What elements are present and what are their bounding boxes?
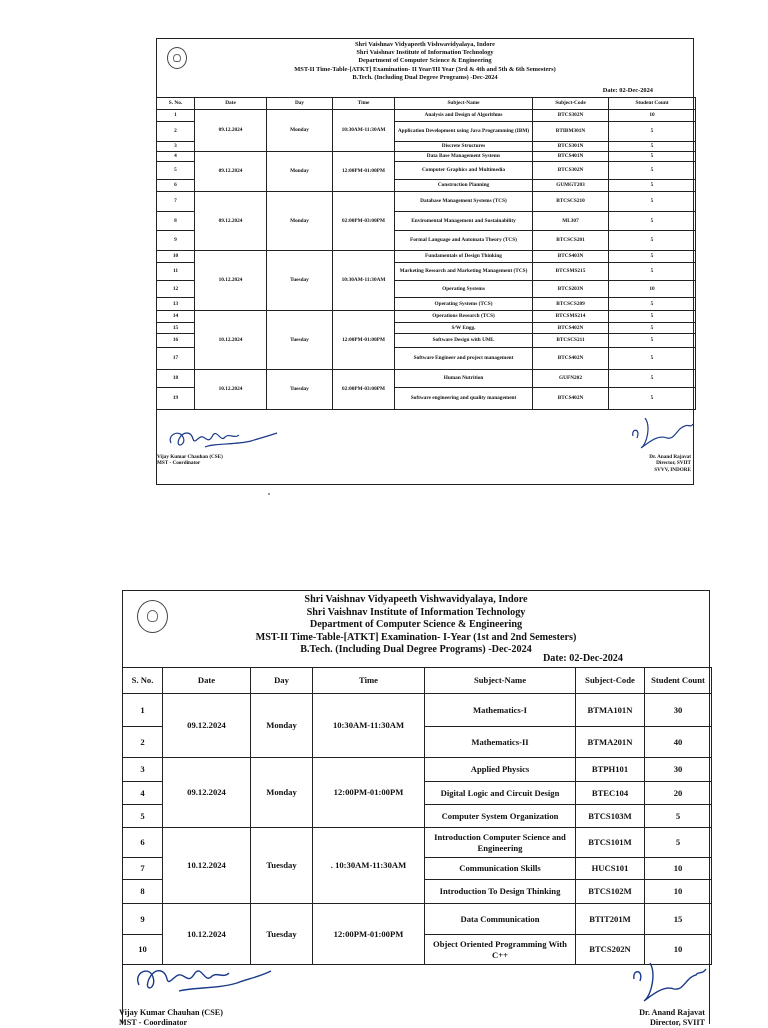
serial-number: 18 bbox=[157, 370, 195, 388]
director-title: Director, SVIIT bbox=[649, 1018, 705, 1027]
header-line: MST-II Time-Table-[ATKT] Examination- II Year/III Year (3rd & 4th and 5th & 6th Semesters) bbox=[294, 65, 556, 73]
director-signature-block bbox=[649, 454, 691, 473]
column-header: Subject-Name bbox=[395, 98, 533, 110]
column-header: Student Count bbox=[645, 668, 712, 694]
student-count: 5 bbox=[609, 298, 696, 311]
exam-time: . 10:30AM-11:30AM bbox=[313, 828, 425, 904]
student-count: 5 bbox=[609, 231, 696, 251]
coordinator-signature-icon bbox=[165, 425, 285, 455]
subject-code: BTCS101M bbox=[576, 828, 645, 858]
serial-number: 15 bbox=[157, 323, 195, 334]
header-line: Shri Vaishnav Institute of Information Technology bbox=[356, 49, 494, 57]
column-header: S. No. bbox=[123, 668, 163, 694]
exam-time: 12:00PM-01:00PM bbox=[313, 904, 425, 965]
column-header: Student Count bbox=[609, 98, 696, 110]
subject-name: Analysis and Design of Algorithms bbox=[395, 110, 533, 122]
serial-number: 7 bbox=[157, 192, 195, 212]
director-institution: SVVV, INDORE bbox=[654, 466, 691, 473]
exam-time: 02:00PM-03:00PM bbox=[333, 192, 395, 251]
exam-day: Monday bbox=[267, 152, 333, 192]
subject-name: Marketing Research and Marketing Management (TCS) bbox=[395, 263, 533, 281]
subject-name: Operating Systems (TCS) bbox=[395, 298, 533, 311]
exam-day: Tuesday bbox=[251, 828, 313, 904]
serial-number: 11 bbox=[157, 263, 195, 281]
student-count: 10 bbox=[609, 281, 696, 298]
serial-number: 19 bbox=[157, 388, 195, 410]
subject-name: Data Communication bbox=[425, 904, 576, 935]
sheet-header bbox=[157, 41, 693, 82]
student-count: 10 bbox=[645, 880, 712, 904]
director-title: Director, SVIIT bbox=[656, 460, 691, 467]
serial-number: 5 bbox=[123, 805, 163, 828]
coordinator-name: Vijay Kumar Chauhan (CSE) bbox=[157, 454, 223, 460]
serial-number: 3 bbox=[123, 758, 163, 782]
student-count: 5 bbox=[609, 311, 696, 323]
table-row bbox=[157, 370, 696, 388]
exam-day: Tuesday bbox=[267, 251, 333, 311]
director-name: Dr. Anand Rajavat bbox=[649, 454, 691, 460]
table-row bbox=[123, 828, 712, 858]
column-header: Day bbox=[267, 98, 333, 110]
coordinator-signature-block bbox=[157, 454, 223, 467]
coordinator-signature-block bbox=[119, 1008, 223, 1028]
column-header: Date bbox=[195, 98, 267, 110]
column-header: Subject-Code bbox=[576, 668, 645, 694]
serial-number: 1 bbox=[157, 110, 195, 122]
student-count: 5 bbox=[609, 192, 696, 212]
exam-day: Monday bbox=[267, 110, 333, 152]
subject-code: BTCS103M bbox=[576, 805, 645, 828]
header-line: B.Tech. (Including Dual Degree Programs) -Dec-2024 bbox=[300, 644, 532, 656]
student-count: 5 bbox=[609, 388, 696, 410]
subject-name: Human Nutrition bbox=[395, 370, 533, 388]
column-header: S. No. bbox=[157, 98, 195, 110]
subject-code: BTCS403N bbox=[533, 251, 609, 263]
subject-name: Digital Logic and Circuit Design bbox=[425, 782, 576, 805]
subject-code: BTCSMS215 bbox=[533, 263, 609, 281]
student-count: 5 bbox=[609, 142, 696, 152]
student-count: 5 bbox=[609, 162, 696, 180]
header-line: Department of Computer Science & Engineering bbox=[309, 619, 523, 631]
exam-date: 10.12.2024 bbox=[195, 370, 267, 410]
exam-time: 12:00PM-01:00PM bbox=[313, 758, 425, 828]
subject-name: Introduction To Design Thinking bbox=[425, 880, 576, 904]
subject-code: GUFN202 bbox=[533, 370, 609, 388]
timetable-body bbox=[157, 110, 696, 410]
table-row bbox=[157, 152, 696, 162]
column-header: Subject-Code bbox=[533, 98, 609, 110]
exam-time: 12:00PM-01:00PM bbox=[333, 311, 395, 370]
subject-code: BTCSCS211 bbox=[533, 334, 609, 348]
subject-code: BTMA201N bbox=[576, 727, 645, 758]
exam-day: Monday bbox=[267, 192, 333, 251]
subject-name: Data Base Management Systems bbox=[395, 152, 533, 162]
exam-date: 10.12.2024 bbox=[195, 251, 267, 311]
sheet-header bbox=[123, 594, 709, 657]
header-line: Department of Computer Science & Engineering bbox=[358, 57, 492, 65]
serial-number: 3 bbox=[157, 142, 195, 152]
student-count: 10 bbox=[645, 858, 712, 880]
timetable-table bbox=[156, 97, 696, 410]
subject-name: Applied Physics bbox=[425, 758, 576, 782]
serial-number: 7 bbox=[123, 858, 163, 880]
subject-name: Communication Skills bbox=[425, 858, 576, 880]
exam-date: 09.12.2024 bbox=[195, 152, 267, 192]
header-line: Shri Vaishnav Vidyapeeth Vishwavidyalaya, Indore bbox=[304, 594, 528, 605]
exam-date: 09.12.2024 bbox=[163, 694, 251, 758]
subject-code: BTCS401N bbox=[533, 152, 609, 162]
subject-code: BTCS203N bbox=[533, 281, 609, 298]
serial-number: 12 bbox=[157, 281, 195, 298]
serial-number: 10 bbox=[157, 251, 195, 263]
scan-speck bbox=[268, 493, 270, 495]
subject-code: BTIBM301N bbox=[533, 122, 609, 142]
student-count: 40 bbox=[645, 727, 712, 758]
student-count: 15 bbox=[645, 904, 712, 935]
serial-number: 8 bbox=[157, 212, 195, 231]
serial-number: 6 bbox=[157, 180, 195, 192]
subject-code: BTCS402N bbox=[533, 348, 609, 370]
serial-number: 10 bbox=[123, 935, 163, 965]
exam-day: Monday bbox=[251, 758, 313, 828]
subject-code: BTCSCS201 bbox=[533, 231, 609, 251]
exam-time: 10:30AM-11:30AM bbox=[333, 110, 395, 152]
table-row bbox=[123, 694, 712, 727]
subject-code: ML307 bbox=[533, 212, 609, 231]
subject-name: Mathematics-II bbox=[425, 727, 576, 758]
student-count: 30 bbox=[645, 694, 712, 727]
timetable-body bbox=[123, 694, 712, 965]
exam-day: Tuesday bbox=[251, 904, 313, 965]
student-count: 5 bbox=[609, 370, 696, 388]
exam-date: 10.12.2024 bbox=[163, 828, 251, 904]
exam-date: 10.12.2024 bbox=[195, 311, 267, 370]
serial-number: 13 bbox=[157, 298, 195, 311]
header-line: B.Tech. (Including Dual Degree Programs) -Dec-2024 bbox=[352, 73, 498, 81]
serial-number: 4 bbox=[123, 782, 163, 805]
timetable-table bbox=[122, 667, 712, 965]
subject-name: Database Management Systems (TCS) bbox=[395, 192, 533, 212]
exam-day: Tuesday bbox=[267, 370, 333, 410]
subject-code: BTMA101N bbox=[576, 694, 645, 727]
subject-name: Mathematics-I bbox=[425, 694, 576, 727]
subject-code: BTCS402N bbox=[533, 323, 609, 334]
exam-date: 09.12.2024 bbox=[195, 192, 267, 251]
student-count: 10 bbox=[645, 935, 712, 965]
director-signature-icon bbox=[628, 959, 708, 1009]
subject-name: Object Oriented Programming With C++ bbox=[425, 935, 576, 965]
timetable-sheet-year2-3 bbox=[156, 38, 694, 485]
table-row bbox=[157, 311, 696, 323]
subject-code: BTCS302N bbox=[533, 162, 609, 180]
subject-name: Software Engineer and project management bbox=[395, 348, 533, 370]
student-count: 10 bbox=[609, 110, 696, 122]
subject-name: Software Design with UML bbox=[395, 334, 533, 348]
coordinator-name: Vijay Kumar Chauhan (CSE) bbox=[119, 1008, 223, 1017]
header-line: Shri Vaishnav Vidyapeeth Vishwavidyalaya, Indore bbox=[355, 41, 495, 48]
exam-time: 10:30AM-11:30AM bbox=[333, 251, 395, 311]
subject-code: BTCS202N bbox=[576, 935, 645, 965]
subject-code: GUMGT203 bbox=[533, 180, 609, 192]
subject-code: BTCS301N bbox=[533, 142, 609, 152]
issue-date: Date: 02-Dec-2024 bbox=[542, 653, 623, 664]
serial-number: 5 bbox=[157, 162, 195, 180]
subject-name: Software engineering and quality management bbox=[395, 388, 533, 410]
issue-date: Date: 02-Dec-2024 bbox=[602, 87, 653, 94]
serial-number: 8 bbox=[123, 880, 163, 904]
student-count: 5 bbox=[645, 805, 712, 828]
serial-number: 14 bbox=[157, 311, 195, 323]
subject-name: Computer System Organization bbox=[425, 805, 576, 828]
column-header: Time bbox=[313, 668, 425, 694]
student-count: 30 bbox=[645, 758, 712, 782]
serial-number: 2 bbox=[157, 122, 195, 142]
subject-code: BTCSCS210 bbox=[533, 192, 609, 212]
exam-day: Monday bbox=[251, 694, 313, 758]
coordinator-title: MST - Coordinator bbox=[119, 1018, 188, 1027]
exam-date: 10.12.2024 bbox=[163, 904, 251, 965]
serial-number: 17 bbox=[157, 348, 195, 370]
subject-code: BTCS102M bbox=[576, 880, 645, 904]
serial-number: 9 bbox=[123, 904, 163, 935]
student-count: 5 bbox=[609, 334, 696, 348]
subject-name: Enviromental Management and Sustainability bbox=[395, 212, 533, 231]
student-count: 5 bbox=[609, 348, 696, 370]
serial-number: 4 bbox=[157, 152, 195, 162]
director-name: Dr. Anand Rajavat bbox=[639, 1008, 705, 1017]
subject-name: Construction Planning bbox=[395, 180, 533, 192]
subject-code: BTCS402N bbox=[533, 388, 609, 410]
student-count: 5 bbox=[645, 828, 712, 858]
subject-code: BTCS302N bbox=[533, 110, 609, 122]
table-row bbox=[123, 904, 712, 935]
header-line: Shri Vaishnav Institute of Information Technology bbox=[306, 606, 526, 618]
subject-code: BTPH101 bbox=[576, 758, 645, 782]
student-count: 5 bbox=[609, 251, 696, 263]
subject-name: Operating Systems bbox=[395, 281, 533, 298]
subject-code: BTEC104 bbox=[576, 782, 645, 805]
column-header: Date bbox=[163, 668, 251, 694]
subject-code: BTIT201M bbox=[576, 904, 645, 935]
table-row bbox=[157, 192, 696, 212]
exam-time: 12:00PM-01:00PM bbox=[333, 152, 395, 192]
subject-name: Computer Graphics and Multimedia bbox=[395, 162, 533, 180]
subject-name: Introduction Computer Science and Engineering bbox=[425, 828, 576, 858]
director-signature-block bbox=[639, 1008, 705, 1028]
student-count: 5 bbox=[609, 212, 696, 231]
subject-name: Fundamentals of Design Thinking bbox=[395, 251, 533, 263]
column-header: Time bbox=[333, 98, 395, 110]
serial-number: 2 bbox=[123, 727, 163, 758]
serial-number: 1 bbox=[123, 694, 163, 727]
table-row bbox=[157, 110, 696, 122]
student-count: 5 bbox=[609, 152, 696, 162]
coordinator-signature-icon bbox=[131, 961, 281, 1001]
exam-date: 09.12.2024 bbox=[163, 758, 251, 828]
subject-code: BTCSMS214 bbox=[533, 311, 609, 323]
table-row bbox=[157, 251, 696, 263]
student-count: 20 bbox=[645, 782, 712, 805]
serial-number: 9 bbox=[157, 231, 195, 251]
subject-name: Formal Language and Automata Theory (TCS) bbox=[395, 231, 533, 251]
header-line: MST-II Time-Table-[ATKT] Examination- I-Year (1st and 2nd Semesters) bbox=[255, 631, 577, 643]
student-count: 5 bbox=[609, 263, 696, 281]
student-count: 5 bbox=[609, 180, 696, 192]
exam-date: 09.12.2024 bbox=[195, 110, 267, 152]
exam-day: Tuesday bbox=[267, 311, 333, 370]
timetable-sheet-year1 bbox=[119, 590, 710, 1027]
subject-code: BTCSCS209 bbox=[533, 298, 609, 311]
column-header: Day bbox=[251, 668, 313, 694]
director-signature-icon bbox=[627, 414, 697, 454]
coordinator-title: MST - Coordinator bbox=[157, 460, 201, 467]
column-header: Subject-Name bbox=[425, 668, 576, 694]
exam-time: 10:30AM-11:30AM bbox=[313, 694, 425, 758]
subject-name: Discrete Structures bbox=[395, 142, 533, 152]
subject-name: Operations Research (TCS) bbox=[395, 311, 533, 323]
subject-code: HUCS101 bbox=[576, 858, 645, 880]
serial-number: 16 bbox=[157, 334, 195, 348]
student-count: 5 bbox=[609, 323, 696, 334]
serial-number: 6 bbox=[123, 828, 163, 858]
student-count: 5 bbox=[609, 122, 696, 142]
exam-time: 02:00PM-03:00PM bbox=[333, 370, 395, 410]
subject-name: Application Development using Java Programming (IBM) bbox=[395, 122, 533, 142]
subject-name: S/W Engg. bbox=[395, 323, 533, 334]
table-row bbox=[123, 758, 712, 782]
